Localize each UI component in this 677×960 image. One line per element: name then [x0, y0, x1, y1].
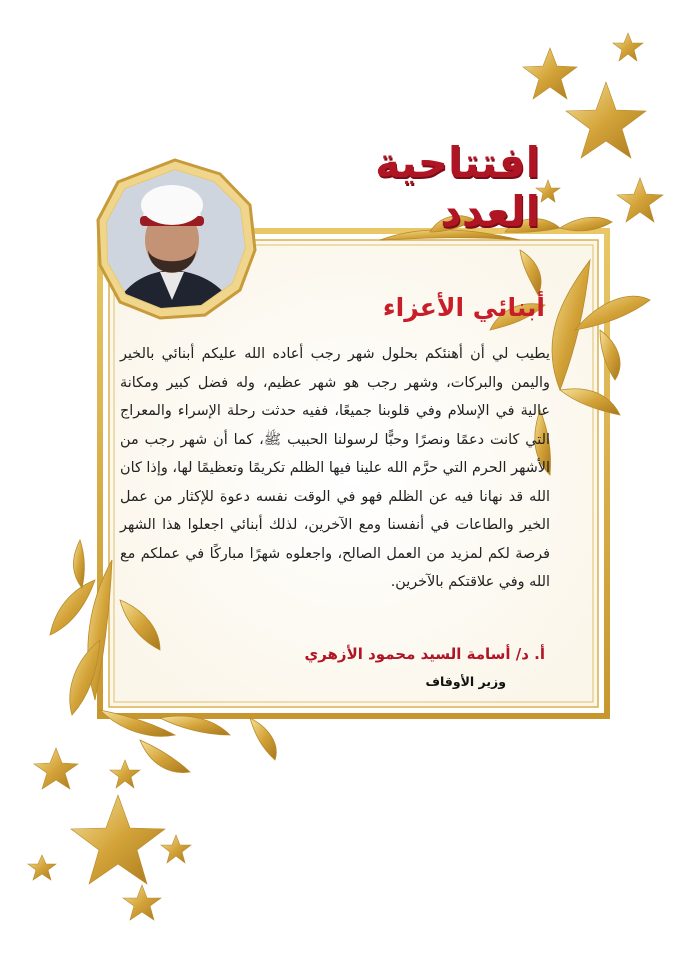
editorial-body: يطيب لي أن أهنئكم بحلول شهر رجب أعاده الله عليكم أبنائي بالخير واليمن والبركات، وشهر رجب هو شهر عظيم، وله فضل كبير ومكانة عالية في الإسلام وفي قلوبنا جميعًا، ففيه حدثت رحلة الإسراء والمعراج التي كانت دعمًا ونصرًا وحبًّا لرسولنا الحبيب ﷺ، كما أن شهر رجب من الأشهر الحرم التي حرَّم الله علينا فيها الظلم تكريمًا وتعظيمًا لها، وإذا كان الله قد نهانا فيه عن الظلم فهو في الوقت نفسه دعوة للإكثار من عمل الخير والطاعات في أنفسنا ومع الآخرين، لذلك أبنائي اجعلوا هذا الشهر فرصة لكم لمزيد من العمل الصالح، واجعلوه شهرًا مباركًا في عملكم مع الله وفي علاقتكم بالآخرين. [120, 346, 550, 590]
page-title: افتتاحية العدد [375, 138, 540, 236]
author-name: أ. د/ أسامة السيد محمود الأزهري [304, 645, 545, 663]
salutation-heading: أبنائي الأعزاء [382, 293, 545, 322]
author-role: وزير الأوقاف [425, 674, 506, 689]
